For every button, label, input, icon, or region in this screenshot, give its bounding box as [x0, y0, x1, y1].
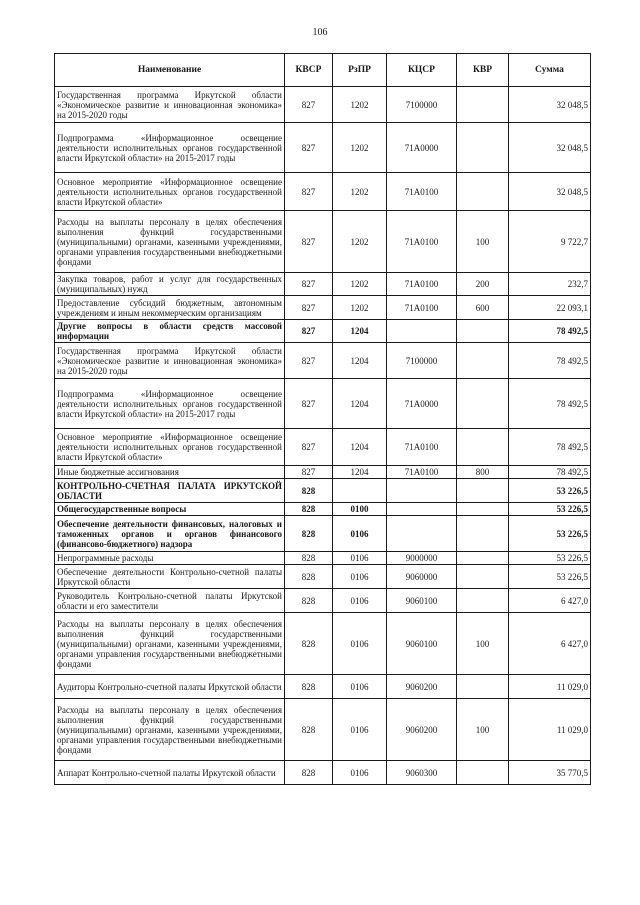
cell-sum: 78 492,5 — [509, 429, 591, 466]
table-row — [55, 343, 591, 379]
header-kcsr: КЦСР — [387, 54, 457, 87]
cell-name: Аудиторы Контрольно-счетной палаты Иркутской области — [55, 675, 285, 699]
cell-name: Обеспечение деятельности финансовых, налоговых и таможенных органов и органов финансового (финансово-бюджетного) надзора — [55, 516, 285, 552]
cell-kvsr: 828 — [285, 761, 333, 785]
cell-rzpr: 1204 — [333, 429, 387, 466]
header-name: Наименование — [55, 54, 285, 87]
table-row — [55, 320, 591, 343]
cell-kvsr: 827 — [285, 173, 333, 211]
cell-kvr — [457, 173, 509, 211]
cell-rzpr: 1202 — [333, 211, 387, 273]
table-row — [55, 173, 591, 211]
cell-name: Аппарат Контрольно-счетной палаты Иркутской области — [55, 761, 285, 785]
cell-kcsr: 9060200 — [387, 699, 457, 761]
table-row — [55, 675, 591, 699]
cell-rzpr: 0100 — [333, 503, 387, 516]
cell-kvr: 100 — [457, 613, 509, 675]
cell-kvr — [457, 565, 509, 589]
table-row — [55, 516, 591, 552]
cell-kcsr: 9060100 — [387, 589, 457, 613]
cell-kcsr: 9060100 — [387, 613, 457, 675]
cell-kcsr: 71А0100 — [387, 273, 457, 296]
table-header-row — [55, 54, 591, 87]
cell-name: Общегосударственные вопросы — [55, 503, 285, 516]
cell-kvr — [457, 516, 509, 552]
cell-rzpr: 0106 — [333, 565, 387, 589]
cell-kcsr — [387, 503, 457, 516]
table-row — [55, 429, 591, 466]
page-number: 106 — [312, 27, 328, 38]
cell-kcsr — [387, 479, 457, 503]
cell-name: Предоставление субсидий бюджетным, автономным учреждениям и иным некоммерческим организациям — [55, 296, 285, 320]
table-row — [55, 565, 591, 589]
table-row — [55, 479, 591, 503]
cell-sum: 78 492,5 — [509, 320, 591, 343]
cell-kvsr: 828 — [285, 565, 333, 589]
cell-name: Руководитель Контрольно-счетной палаты Иркутской области и его заместители — [55, 589, 285, 613]
cell-name: Основное мероприятие «Информационное освещение деятельности исполнительных органов государственной власти Иркутской области» — [55, 173, 285, 211]
cell-kcsr: 71А0100 — [387, 429, 457, 466]
header-kvr: КВР — [457, 54, 509, 87]
cell-name: Расходы на выплаты персоналу в целях обеспечения выполнения функций государственными (муниципальными) органами, казенными учреждениями, органами управления государственными внебюджетными фондами — [55, 211, 285, 273]
table-row — [55, 552, 591, 565]
cell-kcsr: 9060000 — [387, 565, 457, 589]
cell-name: Расходы на выплаты персоналу в целях обеспечения выполнения функций государственными (муниципальными) органами, казенными учреждениями, органами управления государственными внебюджетными фондами — [55, 699, 285, 761]
cell-rzpr: 1202 — [333, 273, 387, 296]
cell-rzpr: 1204 — [333, 379, 387, 429]
cell-kcsr — [387, 320, 457, 343]
cell-sum: 32 048,5 — [509, 87, 591, 123]
header-sum: Сумма — [509, 54, 591, 87]
cell-kvr — [457, 379, 509, 429]
cell-kvsr: 827 — [285, 466, 333, 479]
table-row — [55, 273, 591, 296]
cell-kvsr: 827 — [285, 379, 333, 429]
cell-kvr — [457, 503, 509, 516]
cell-kvr: 100 — [457, 699, 509, 761]
cell-sum: 232,7 — [509, 273, 591, 296]
table-row — [55, 379, 591, 429]
cell-kvsr: 827 — [285, 296, 333, 320]
cell-kvsr: 827 — [285, 273, 333, 296]
cell-rzpr: 1204 — [333, 320, 387, 343]
cell-kcsr: 9060300 — [387, 761, 457, 785]
cell-sum: 53 226,5 — [509, 479, 591, 503]
cell-kvsr: 827 — [285, 87, 333, 123]
cell-rzpr: 0106 — [333, 761, 387, 785]
cell-sum: 78 492,5 — [509, 343, 591, 379]
table-row — [55, 589, 591, 613]
table-row — [55, 211, 591, 273]
cell-kcsr: 71А0100 — [387, 466, 457, 479]
cell-sum: 53 226,5 — [509, 565, 591, 589]
table-row — [55, 466, 591, 479]
budget-table — [54, 53, 591, 785]
cell-sum: 32 048,5 — [509, 173, 591, 211]
cell-rzpr: 0106 — [333, 675, 387, 699]
table-row — [55, 87, 591, 123]
cell-rzpr: 1202 — [333, 123, 387, 173]
table-row — [55, 761, 591, 785]
cell-kvr — [457, 429, 509, 466]
cell-kvr — [457, 123, 509, 173]
header-kvsr: КВСР — [285, 54, 333, 87]
cell-kcsr: 71А0100 — [387, 173, 457, 211]
cell-rzpr: 0106 — [333, 613, 387, 675]
cell-kvsr: 827 — [285, 123, 333, 173]
cell-kvsr: 827 — [285, 320, 333, 343]
cell-sum: 78 492,5 — [509, 379, 591, 429]
cell-kvsr: 828 — [285, 552, 333, 565]
cell-rzpr: 1204 — [333, 466, 387, 479]
cell-sum: 53 226,5 — [509, 516, 591, 552]
cell-kvr — [457, 761, 509, 785]
cell-sum: 32 048,5 — [509, 123, 591, 173]
cell-rzpr — [333, 479, 387, 503]
cell-rzpr: 1202 — [333, 87, 387, 123]
cell-kvr — [457, 552, 509, 565]
cell-name: Основное мероприятие «Информационное освещение деятельности исполнительных органов государственной власти Иркутской области» — [55, 429, 285, 466]
cell-kvr — [457, 479, 509, 503]
cell-kvsr: 828 — [285, 479, 333, 503]
header-rzpr: РзПР — [333, 54, 387, 87]
cell-kvsr: 828 — [285, 613, 333, 675]
cell-sum: 22 093,1 — [509, 296, 591, 320]
cell-kvsr: 827 — [285, 343, 333, 379]
cell-rzpr: 0106 — [333, 589, 387, 613]
cell-sum: 53 226,5 — [509, 503, 591, 516]
cell-kvr — [457, 343, 509, 379]
cell-kvsr: 828 — [285, 699, 333, 761]
cell-name: Государственная программа Иркутской области «Экономическое развитие и инновационная экономика» на 2015-2020 годы — [55, 87, 285, 123]
cell-name: Непрограммные расходы — [55, 552, 285, 565]
cell-kvsr: 828 — [285, 503, 333, 516]
cell-sum: 11 029,0 — [509, 699, 591, 761]
cell-name: Другие вопросы в области средств массовой информации — [55, 320, 285, 343]
cell-kcsr: 71А0100 — [387, 211, 457, 273]
table-row — [55, 613, 591, 675]
cell-kcsr: 71А0000 — [387, 123, 457, 173]
cell-sum: 35 770,5 — [509, 761, 591, 785]
cell-kcsr: 7100000 — [387, 343, 457, 379]
cell-kvr: 600 — [457, 296, 509, 320]
cell-name: Иные бюджетные ассигнования — [55, 466, 285, 479]
cell-kvr — [457, 320, 509, 343]
cell-sum: 11 029,0 — [509, 675, 591, 699]
cell-name: Расходы на выплаты персоналу в целях обеспечения выполнения функций государственными (муниципальными) органами, казенными учреждениями, органами управления государственными внебюджетными фондами — [55, 613, 285, 675]
table-row — [55, 503, 591, 516]
cell-kvr: 100 — [457, 211, 509, 273]
table-row — [55, 699, 591, 761]
cell-kvsr: 827 — [285, 211, 333, 273]
cell-kcsr — [387, 516, 457, 552]
table-row — [55, 296, 591, 320]
cell-kvr: 800 — [457, 466, 509, 479]
cell-kcsr: 9000000 — [387, 552, 457, 565]
cell-sum: 9 722,7 — [509, 211, 591, 273]
cell-kvsr: 828 — [285, 675, 333, 699]
table-row — [55, 123, 591, 173]
cell-kvsr: 828 — [285, 516, 333, 552]
cell-rzpr: 1202 — [333, 296, 387, 320]
cell-sum: 6 427,0 — [509, 589, 591, 613]
cell-kcsr: 7100000 — [387, 87, 457, 123]
table-body — [55, 87, 591, 785]
cell-sum: 53 226,5 — [509, 552, 591, 565]
cell-kvr — [457, 87, 509, 123]
cell-name: КОНТРОЛЬНО-СЧЕТНАЯ ПАЛАТА ИРКУТСКОЙ ОБЛАСТИ — [55, 479, 285, 503]
cell-rzpr: 0106 — [333, 699, 387, 761]
cell-name: Закупка товаров, работ и услуг для государственных (муниципальных) нужд — [55, 273, 285, 296]
cell-name: Государственная программа Иркутской области «Экономическое развитие и инновационная экономика» на 2015-2020 годы — [55, 343, 285, 379]
cell-rzpr: 0106 — [333, 516, 387, 552]
cell-kvr — [457, 675, 509, 699]
cell-kvr: 200 — [457, 273, 509, 296]
cell-name: Подпрограмма «Информационное освещение деятельности исполнительных органов государственной власти Иркутской области» на 2015-2017 годы — [55, 123, 285, 173]
cell-kvsr: 828 — [285, 589, 333, 613]
cell-rzpr: 1204 — [333, 343, 387, 379]
cell-name: Обеспечение деятельности Контрольно-счетной палаты Иркутской области — [55, 565, 285, 589]
cell-sum: 6 427,0 — [509, 613, 591, 675]
cell-name: Подпрограмма «Информационное освещение деятельности исполнительных органов государственной власти Иркутской области» на 2015-2017 годы — [55, 379, 285, 429]
cell-kcsr: 71А0000 — [387, 379, 457, 429]
cell-kcsr: 71А0100 — [387, 296, 457, 320]
cell-kvr — [457, 589, 509, 613]
cell-kvsr: 827 — [285, 429, 333, 466]
cell-kcsr: 9060200 — [387, 675, 457, 699]
cell-rzpr: 0106 — [333, 552, 387, 565]
cell-sum: 78 492,5 — [509, 466, 591, 479]
cell-rzpr: 1202 — [333, 173, 387, 211]
